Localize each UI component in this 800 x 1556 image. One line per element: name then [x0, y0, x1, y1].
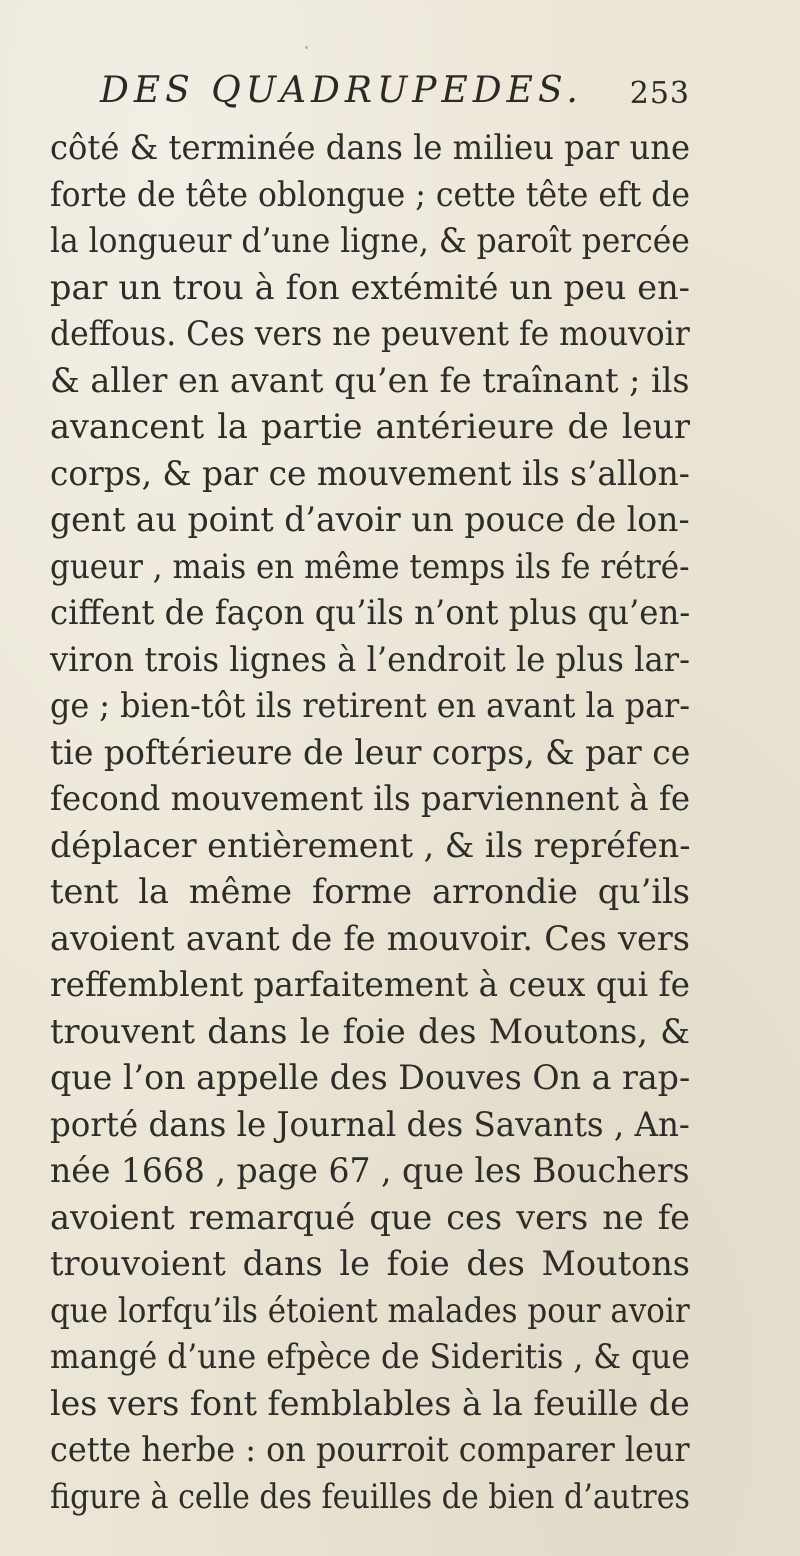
text-line-30: figure à celle des feuilles de bien d’autres: [50, 1476, 690, 1516]
text-line-27: mangé d’une efpèce de Sideritis , & que: [50, 1337, 690, 1376]
text-line-1: côté & terminée dans le milieu par une: [50, 128, 691, 167]
text-line-29: cette herbe : on pourroit comparer leur: [50, 1430, 690, 1469]
text-line-14: tie poftérieure de leur corps, & par ce: [50, 732, 691, 772]
text-line-16: déplacer entièrement , & ils repréfen-: [50, 825, 691, 865]
text-line-5: deffous. Ces vers ne peuvent fe mouvoir: [50, 314, 690, 353]
paper-speck: [305, 46, 308, 49]
text-line-22: porté dans le Journal des Savants , An-: [50, 1104, 690, 1144]
text-line-10: gueur , mais en même temps ils fe rétré-: [50, 546, 690, 586]
text-line-23: née 1668 , page 67 , que les Bouchers: [50, 1151, 690, 1190]
text-line-18: avoient avant de fe mouvoir. Ces vers: [50, 918, 690, 958]
text-line-7: avancent la partie antérieure de leur: [50, 407, 690, 446]
running-head: DES QUADRUPEDES.: [100, 70, 583, 111]
text-line-11: ciffent de façon qu’ils n’ont plus qu’en-: [50, 593, 691, 632]
page-header: [100, 70, 690, 120]
text-line-8: corps, & par ce mouvement ils s’allon-: [50, 453, 690, 493]
text-line-20: trouvent dans le foie des Moutons, &: [50, 1011, 690, 1051]
text-line-15: fecond mouvement ils parviennent à fe: [50, 779, 691, 818]
text-line-12: viron trois lignes à l’endroit le plus lar-: [50, 639, 690, 679]
text-line-25: trouvoient dans le foie des Moutons: [50, 1244, 690, 1283]
text-line-24: avoient remarqué que ces vers ne fe: [50, 1197, 690, 1237]
text-line-21: que l’on appelle des Douves On a rap-: [50, 1058, 691, 1097]
text-line-17: tent la même forme arrondie qu’ils: [50, 872, 690, 911]
paper-speck: [660, 1410, 662, 1412]
text-line-13: ge ; bien-tôt ils retirent en avant la par-: [50, 686, 691, 725]
text-line-6: & aller en avant qu’en fe traînant ; ils: [50, 360, 690, 400]
paper-speck: [120, 1455, 122, 1457]
text-line-26: que lorfqu’ils étoient malades pour avoir: [50, 1290, 690, 1330]
text-line-19: reffemblent parfaitement à ceux qui fe: [50, 965, 690, 1004]
text-line-28: les vers font femblables à la feuille de: [50, 1383, 690, 1423]
text-line-9: gent au point d’avoir un pouce de lon-: [50, 500, 690, 539]
text-line-2: forte de tête oblongue ; cette tête eft de: [50, 174, 690, 214]
text-line-3: la longueur d’une ligne, & paroît percée: [50, 221, 690, 260]
text-line-4: par un trou à fon extémité un peu en-: [50, 267, 690, 307]
body-text: [50, 125, 690, 1520]
page-number: 253: [629, 76, 690, 111]
